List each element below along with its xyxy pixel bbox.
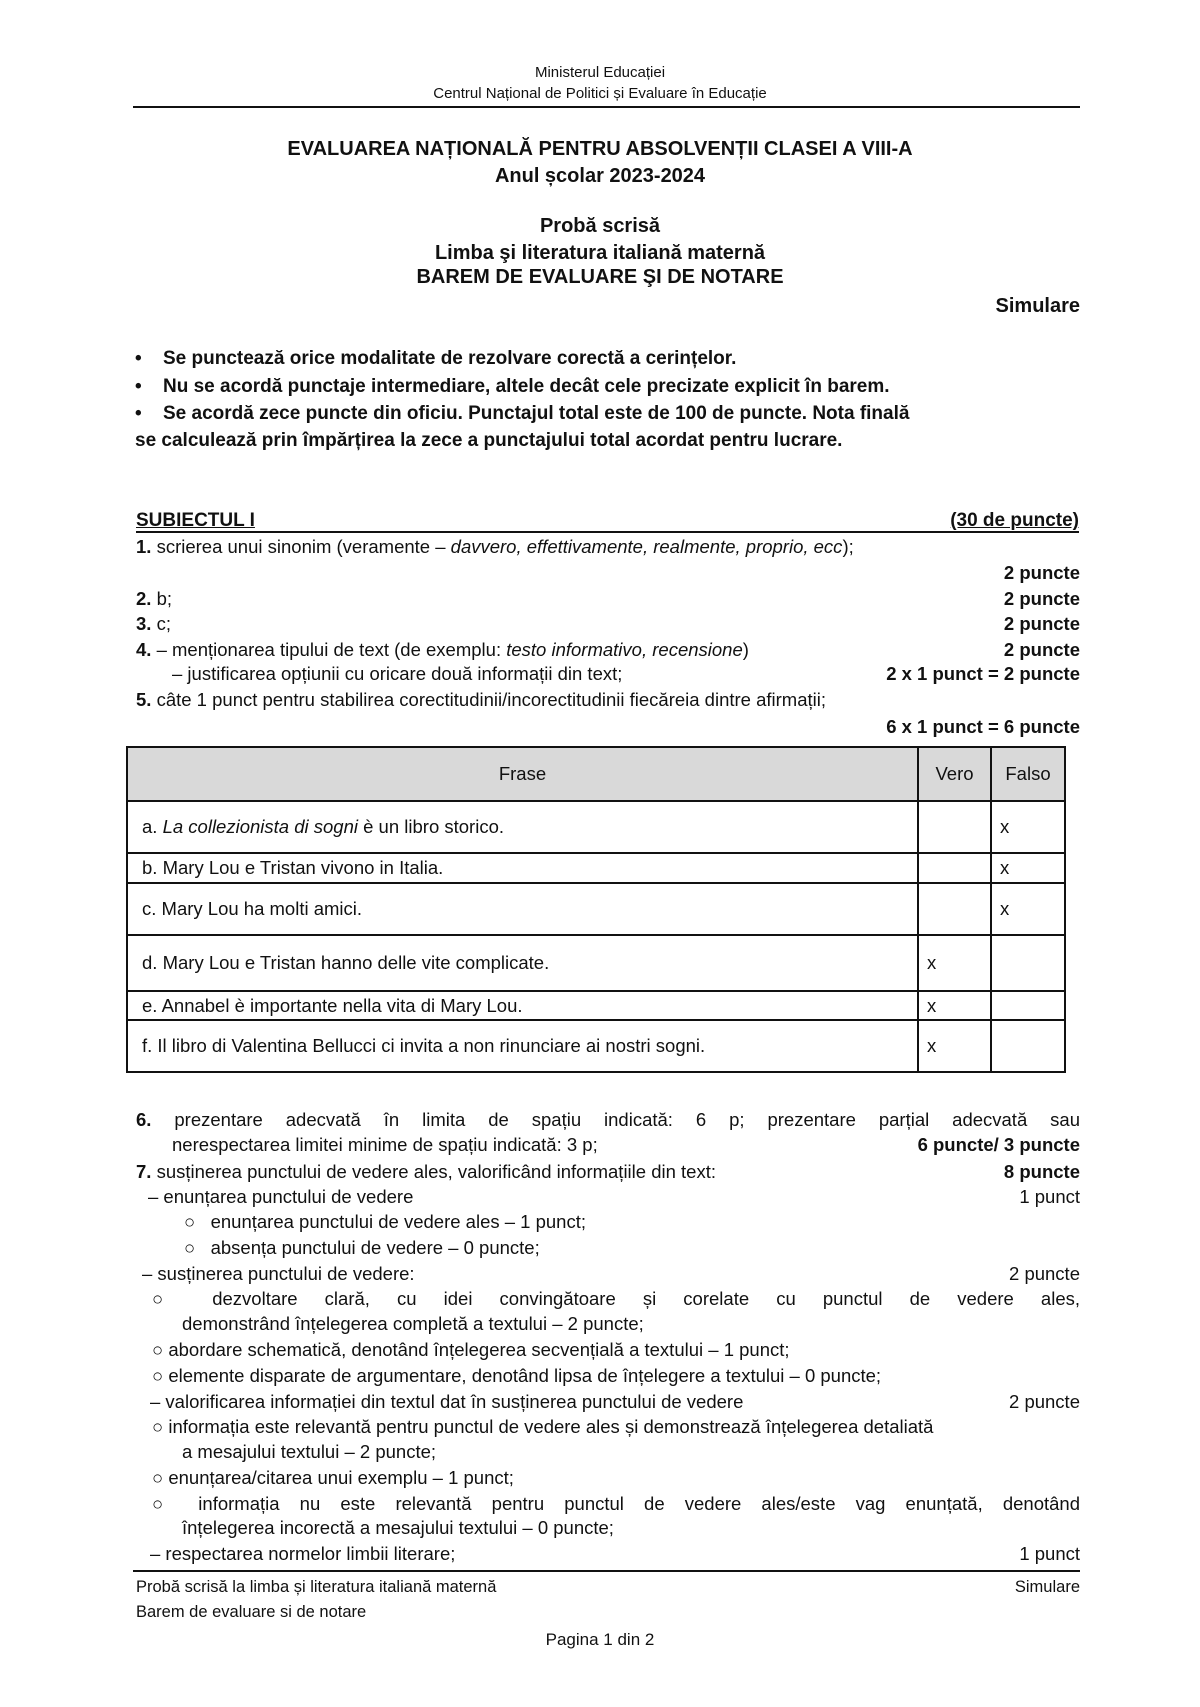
item-4: 4. – menționarea tipului de text (de exemplu: testo informativo, recensione) 2 puncte [136, 639, 1080, 660]
criterion-support-sub3: ○ elemente disparate de argumentare, denotând lipsa de înțelegere a textului – 0 puncte; [152, 1365, 882, 1386]
doc-title: BAREM DE EVALUARE ŞI DE NOTARE [416, 266, 784, 288]
table-row: d. Mary Lou e Tristan hanno delle vite complicate. x [127, 935, 1065, 991]
footer-divider [133, 1570, 1080, 1572]
item-2: 2. b; 2 puncte [136, 588, 1080, 609]
item-3: 3. c; 2 puncte [136, 613, 1080, 634]
criterion-statement-sub1: ○ enunțarea punctului de vedere ales – 1 punct; [184, 1211, 587, 1232]
criterion-statement-sub2: ○ absența punctului de vedere – 0 puncte; [184, 1237, 540, 1258]
criterion-language-norms: – respectarea normelor limbii literare; 1 punct [150, 1543, 1080, 1564]
rule-2: • Nu se acordă punctaje intermediare, altele decât cele precizate explicit în barem. [135, 376, 890, 397]
criterion-valorification-sub1-cont: a mesajului textului – 2 puncte; [182, 1441, 437, 1462]
table-row: f. Il libro di Valentina Bellucci ci invita a non rinunciare ai nostri sogni. x [127, 1020, 1065, 1072]
item-7: 7. susținerea punctului de vedere ales, valorificând informațiile din text: 8 puncte [136, 1161, 1080, 1182]
criterion-valorification-sub1: ○ informația este relevantă pentru punctul de vedere ales și demonstrează înțelegerea detaliată [152, 1416, 934, 1437]
criterion-support-sub1: ○ dezvoltare clară, cu idei convingătoare și corelate cu punctul de vedere ales, [152, 1288, 1080, 1309]
variant-label: Simulare [995, 295, 1080, 317]
rule-1: • Se punctează orice modalitate de rezolvare corectă a cerințelor. [135, 348, 737, 369]
table-row: b. Mary Lou e Tristan vivono in Italia. x [127, 853, 1065, 883]
item-4-justification: – justificarea opțiunii cu oricare două informații din text; 2 x 1 punct = 2 puncte [172, 663, 1080, 684]
rule-3: • Se acordă zece puncte din oficiu. Punctajul total este de 100 de puncte. Nota finală [135, 403, 910, 424]
table-row: a. La collezionista di sogni è un libro storico. x [127, 801, 1065, 853]
page-number: Pagina 1 din 2 [545, 1630, 655, 1649]
criterion-support-sub1-cont: demonstrând înțelegerea completă a textului – 2 puncte; [182, 1313, 644, 1334]
col-header-false: Falso [991, 747, 1065, 801]
subject-points: (30 de puncte) [950, 510, 1079, 531]
exam-type: Probă scrisă [539, 215, 661, 237]
criterion-valorification: – valorificarea informației din textul dat în susținerea punctului de vedere 2 puncte [150, 1391, 1080, 1412]
ministry-name: Ministerul Educației [534, 64, 666, 81]
rule-3-cont: se calculează prin împărțirea la zece a punctajului total acordat pentru lucrare. [135, 430, 843, 451]
table-row: c. Mary Lou ha molti amici. x [127, 883, 1065, 935]
item-1: 1. scrierea unui sinonim (veramente – davvero, effettivamente, realmente, proprio, ecc); [136, 536, 854, 557]
criterion-support: – susținerea punctului de vedere: 2 puncte [142, 1263, 1080, 1284]
subject-heading: SUBIECTUL I (30 de puncte) [136, 510, 1079, 531]
criterion-statement: – enunțarea punctului de vedere 1 punct [148, 1186, 1080, 1207]
col-header-true: Vero [918, 747, 991, 801]
item-6: 6. prezentare adecvată în limita de spațiu indicată: 6 p; prezentare parțial adecvată sau [136, 1109, 1080, 1130]
item-6-cont: nerespectarea limitei minime de spațiu indicată: 3 p; 6 puncte/ 3 puncte [172, 1134, 1080, 1155]
table-row: e. Annabel è importante nella vita di Mary Lou. x [127, 991, 1065, 1020]
criterion-support-sub2: ○ abordare schematică, denotând înțelegerea secvențială a textului – 1 punct; [152, 1339, 790, 1360]
criterion-valorification-sub2: ○ enunțarea/citarea unui exemplu – 1 punct; [152, 1467, 514, 1488]
item-5: 5. câte 1 punct pentru stabilirea corectitudinii/incorectitudinii fiecăreia dintre afirmații; [136, 689, 826, 710]
footer-variant: Simulare [1014, 1578, 1080, 1596]
subject-name: Limba şi literatura italiană maternă [434, 242, 766, 264]
center-name: Centrul Național de Politici și Evaluare în Educație [433, 85, 767, 102]
header-divider [133, 106, 1080, 108]
footer-doc-name: Barem de evaluare si de notare [136, 1603, 367, 1621]
col-header-sentence: Frase [127, 747, 918, 801]
school-year: Anul școlar 2023-2024 [494, 165, 706, 187]
exam-title: EVALUAREA NAȚIONALĂ PENTRU ABSOLVENȚII CLASEI A VIII-A [287, 138, 913, 160]
criterion-valorification-sub3-cont: înțelegerea incorectă a mesajului textului – 0 puncte; [182, 1517, 614, 1538]
criterion-valorification-sub3: ○ informația nu este relevantă pentru punctul de vedere ales/este vag enunțată, denotând [152, 1493, 1080, 1514]
footer-exam-name: Probă scrisă la limba și literatura italiană maternă [136, 1578, 497, 1596]
true-false-table [126, 746, 1066, 1073]
